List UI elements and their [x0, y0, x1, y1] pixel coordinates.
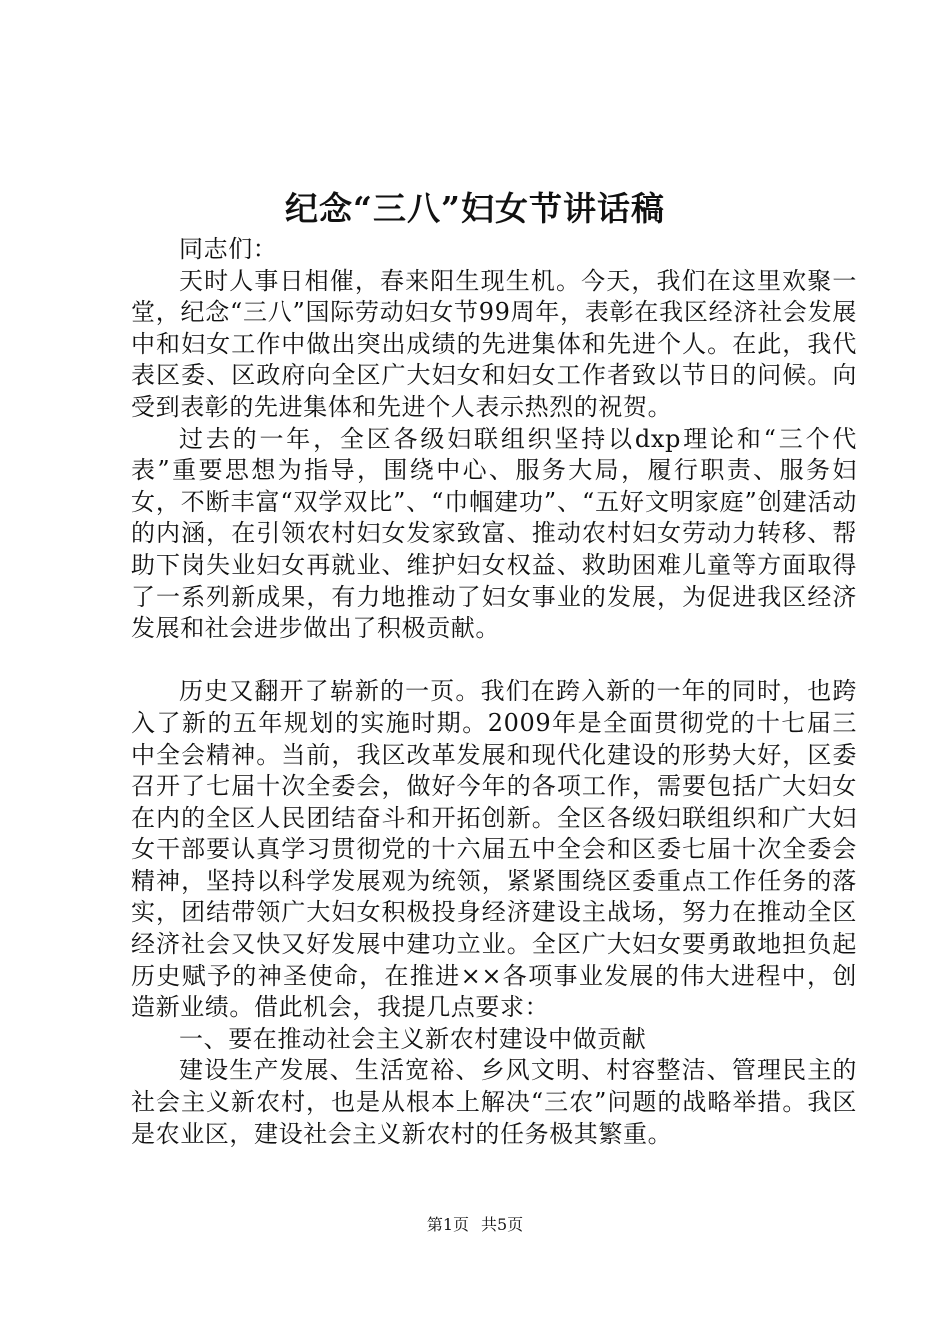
paragraph-gap — [131, 645, 857, 677]
paragraph-greeting: 同志们： — [179, 235, 278, 263]
section-heading-1: 一、要在推动社会主义新农村建设中做贡献 — [179, 1024, 647, 1053]
document-title: 纪念“三八”妇女节讲话稿 — [285, 189, 665, 228]
document-body — [131, 234, 857, 1150]
page-footer — [0, 1213, 950, 1237]
page-number: 第1页 — [426, 1215, 469, 1234]
paragraph-past-year: 过去的一年，全区各级妇联组织坚持以dxp理论和“三个代表”重要思想为指导，围绕中心、服务大局，履行职责、服务妇女，不断丰富“双学双比”、“巾帼建功”、“五好文明家庭”创建活动的内涵，在引领农村妇女发家致富、推动农村妇女劳动力转移、帮助下岗失业妇女再就业、维护妇女权益、救助困难儿童等方面取得了一系列新成果，有力地推动了妇女事业的发展，为促进我区经济发展和社会进步做出了积极贡献。 — [131, 424, 857, 643]
page-total: 共5页 — [481, 1215, 524, 1234]
paragraph-new-page: 历史又翻开了崭新的一页。我们在跨入新的一年的同时，也跨入了新的五年规划的实施时期。2009年是全面贯彻党的十七届三中全会精神。当前，我区改革发展和现代化建设的形势大好，区委召开了七届十次全委会，做好今年的各项工作，需要包括广大妇女在内的全区人民团结奋斗和开拓创新。全区各级妇联组织和广大妇女干部要认真学习贯彻党的十六届五中全会和区委七届十次全委会精神，坚持以科学发展观为统领，紧紧围绕区委重点工作任务的落实，团结带领广大妇女积极投身经济建设主战场，努力在推动全区经济社会又快又好发展中建功立业。全区广大妇女要勇敢地担负起历史赋予的神圣使命，在推进××各项事业发展的伟大进程中，创造新业绩。借此机会，我提几点要求： — [131, 677, 857, 1022]
paragraph-new-countryside: 建设生产发展、生活宽裕、乡风文明、村容整洁、管理民主的社会主义新农村，也是从根本上解决“三农”问题的战略举措。我区是农业区，建设社会主义新农村的任务极其繁重。 — [131, 1056, 857, 1148]
paragraph-opening: 天时人事日相催，春来阳生现生机。今天，我们在这里欢聚一堂，纪念“三八”国际劳动妇女节99周年，表彰在我区经济社会发展中和妇女工作中做出突出成绩的先进集体和先进个人。在此，我代表区委、区政府向全区广大妇女和妇女工作者致以节日的问候。向受到表彰的先进集体和先进个人表示热烈的祝贺。 — [131, 266, 857, 421]
